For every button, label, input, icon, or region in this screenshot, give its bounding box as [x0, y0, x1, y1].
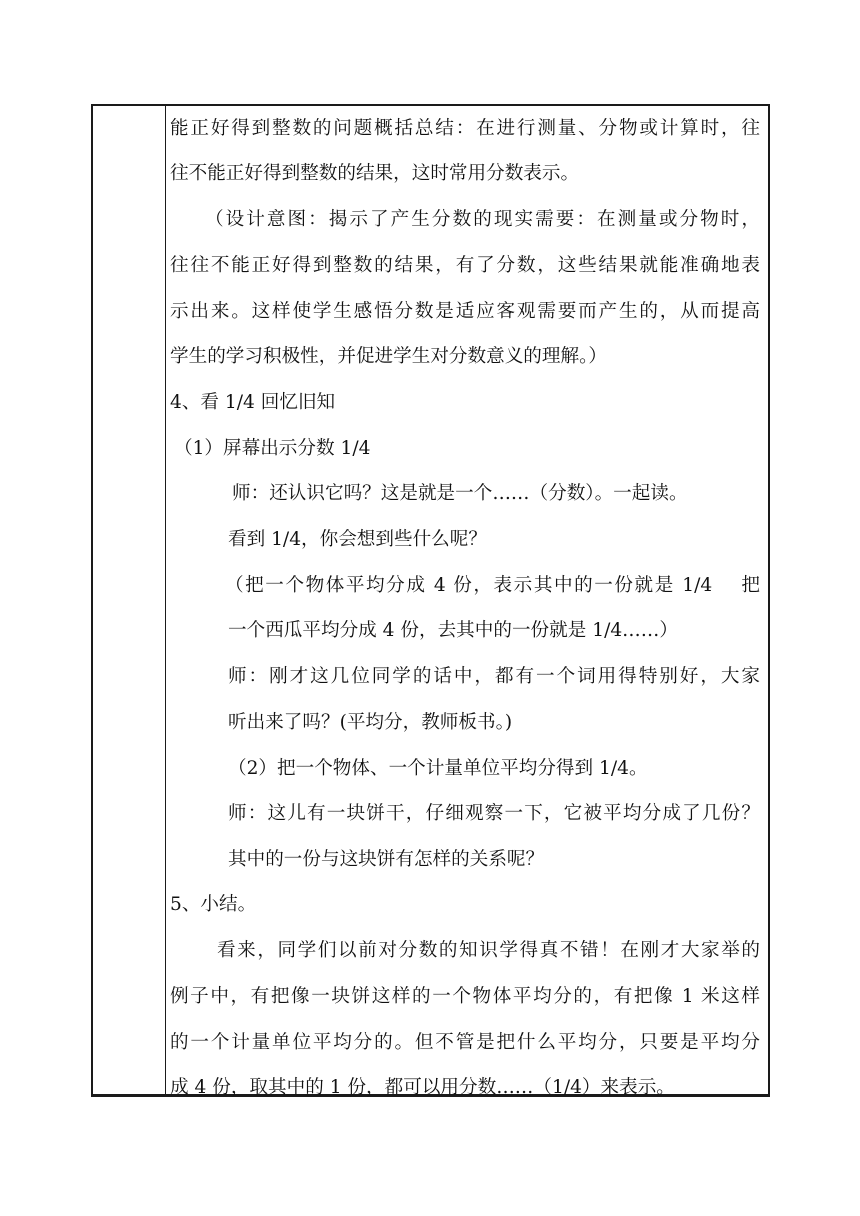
- teacher-dialogue-line: 师：刚才这几位同学的话中，都有一个词用得特别好，大家: [228, 666, 760, 687]
- summary-line: 例子中，有把像一块饼这样的一个物体平均分的，有把像 1 米这样: [170, 986, 760, 1007]
- section-heading-4: 4、看 1/4 回忆旧知: [170, 392, 336, 413]
- summary-line: 成 4 份，取其中的 1 份，都可以用分数……（1/4）来表示。: [170, 1077, 675, 1098]
- summary-line: 的一个计量单位平均分的。但不管是把什么平均分，只要是平均分: [170, 1032, 760, 1053]
- paragraph-line: 往不能正好得到整数的结果，这时常用分数表示。: [170, 163, 580, 184]
- student-answer-line: （把一个物体平均分成 4 份，表示其中的一份就是 1/4 把: [225, 575, 760, 596]
- teacher-dialogue-line: 看到 1/4，你会想到些什么呢？: [228, 529, 487, 550]
- teacher-dialogue-line: 师：这儿有一块饼干，仔细观察一下，它被平均分成了几份？: [228, 803, 760, 824]
- paragraph-line: 能正好得到整数的问题概括总结：在进行测量、分物或计算时，往: [170, 118, 760, 139]
- design-intent-line: 往往不能正好得到整数的结果，有了分数，这些结果就能准确地表: [170, 255, 760, 276]
- design-intent-line: 示出来。这样使学生感悟分数是适应客观需要而产生的，从而提高: [170, 301, 760, 322]
- student-answer-line: 一个西瓜平均分成 4 份，去其中的一份就是 1/4……）: [228, 620, 678, 641]
- teacher-dialogue-line: 其中的一份与这块饼有怎样的关系呢？: [228, 849, 545, 870]
- section-heading-5: 5、小结。: [170, 894, 257, 915]
- design-intent-line: （设计意图：揭示了产生分数的现实需要：在测量或分物时，: [205, 209, 760, 230]
- teacher-dialogue-line: 听出来了吗？(平均分，教师板书。): [228, 712, 513, 733]
- subsection-heading-2: （2）把一个物体、一个计量单位平均分得到 1/4。: [228, 758, 648, 779]
- subsection-heading-1: （1）屏幕出示分数 1/4: [174, 438, 371, 459]
- summary-line: 看来，同学们以前对分数的知识学得真不错！在刚才大家举的: [217, 940, 760, 961]
- teacher-dialogue-line: 师：还认识它吗？这是就是一个……（分数）。一起读。: [232, 483, 688, 504]
- table-column-divider: [165, 104, 166, 1097]
- design-intent-line: 学生的学习积极性，并促进学生对分数意义的理解。）: [170, 346, 607, 367]
